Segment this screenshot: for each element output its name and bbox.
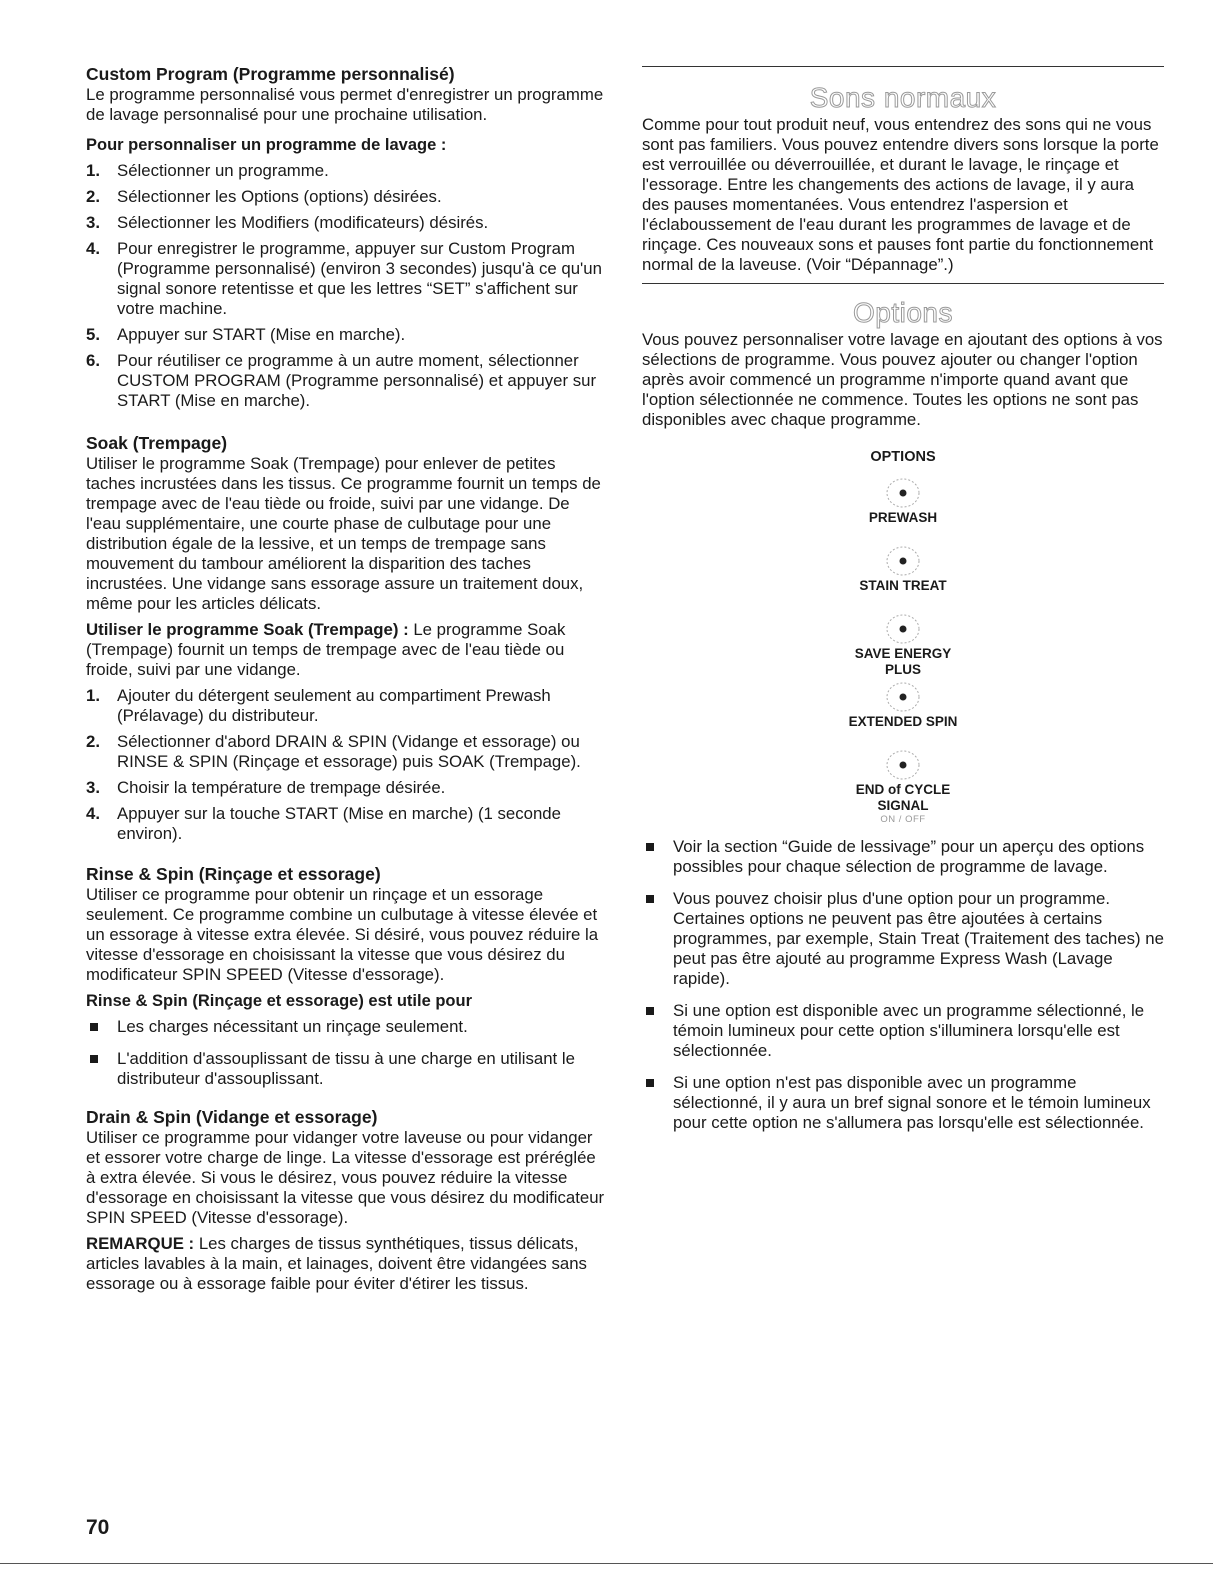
- option-end-of-cycle-signal[interactable]: [803, 748, 1003, 825]
- list-item: L'addition d'assouplissant de tissu à une charge en utilisant le distributeur d'assouplissant.: [86, 1049, 608, 1089]
- section-rule: [642, 283, 1164, 284]
- step-item: 1. Ajouter du détergent seulement au compartiment Prewash (Prélavage) du distributeur.: [86, 686, 551, 725]
- right-column: [642, 0, 1164, 1133]
- option-button-icon: [883, 544, 923, 578]
- option-save-energy[interactable]: [803, 612, 1003, 678]
- option-button-icon: [883, 476, 923, 510]
- sounds-text: Comme pour tout produit neuf, vous entendrez des sons qui ne vous sont pas familiers. Vous pouvez entendre divers sons lorsque la porte est verrouillée ou déverrouillée, et durant le lavage, le rinçage et l'essorage. Entre les changements des actions de lavage, il y aura des pauses momentanées. Vous entendrez l'aspersion et l'éclaboussement de l'eau durant les programmes de lavage et de rinçage. Ces nouveaux sons et pauses font partie du fonctionnement normal de la laveuse. (Voir “Dépannage”.): [642, 115, 1159, 274]
- option-extended-spin[interactable]: [803, 680, 1003, 730]
- custom-program-heading: Custom Program (Programme personnalisé): [86, 64, 455, 84]
- soak-use-bold: Utiliser le programme Soak (Trempage) :: [86, 620, 409, 639]
- option-label: SAVE ENERGY: [854, 646, 952, 661]
- option-button-icon: [883, 680, 923, 714]
- option-label: STAIN TREAT: [859, 578, 947, 593]
- bullet-square: [646, 843, 654, 851]
- soak-heading: Soak (Trempage): [86, 433, 228, 453]
- step-item: 2. Sélectionner d'abord DRAIN & SPIN (Vidange et essorage) ou RINSE & SPIN (Rinçage et essorage) puis SOAK (Trempage).: [86, 732, 581, 771]
- option-button-icon: [883, 612, 923, 646]
- bullet-square: [646, 895, 654, 903]
- custom-program-intro: Le programme personnalisé vous permet d'enregistrer un programme de lavage personnalisé pour une prochaine utilisation.: [86, 85, 604, 124]
- step-item: 3. Sélectionner les Modifiers (modificateurs) désirés.: [86, 213, 489, 232]
- option-stain-treat[interactable]: [803, 544, 1003, 594]
- soak-use-paragraph: [86, 620, 608, 680]
- step-item: 4. Pour enregistrer le programme, appuyer sur Custom Program (Programme personnalisé) (environ 3 secondes) jusqu'à ce qu'un signal sonore retentisse et que les lettres “SET” s'affichent sur votre machine.: [86, 239, 602, 318]
- section-rule: [642, 66, 1164, 67]
- rinse-spin-intro: Utiliser ce programme pour obtenir un rinçage et un essorage seulement. Ce programme combine un culbutage à vitesse élevée et un essorage à vitesse extra élevée. Si désiré, vous pouvez réduire la vitesse d'essorage en choisissant la vitesse que vous désirez du modificateur SPIN SPEED (Vitesse d'essorage).: [86, 885, 599, 984]
- note-bold: REMARQUE :: [86, 1234, 195, 1253]
- bullet-square: [646, 1079, 654, 1087]
- soak-steps: [86, 686, 608, 844]
- rinse-spin-heading: Rinse & Spin (Rinçage et essorage): [86, 864, 381, 884]
- options-title: Options: [853, 297, 953, 328]
- options-text: Vous pouvez personnaliser votre lavage en ajoutant des options à vos sélections de programme. Vous pouvez ajouter ou changer l'option après avoir commencé un programme n'importe quand avant que l'option sélectionnée ne commence. Toutes les options ne sont pas disponibles avec chaque programme.: [642, 330, 1163, 429]
- rinse-spin-subheading: Rinse & Spin (Rinçage et essorage) est utile pour: [86, 992, 473, 1010]
- option-label: PREWASH: [868, 510, 938, 525]
- drain-spin-intro: Utiliser ce programme pour vidanger votre laveuse ou pour vidanger et essorer votre charge de linge. La vitesse d'essorage est préréglée à extra élevée. Si vous le désirez, vous pouvez réduire la vitesse d'essorage en choisissant la vitesse que vous désirez du modificateur SPIN SPEED (Vitesse d'essorage).: [86, 1128, 605, 1227]
- list-item: Voir la section “Guide de lessivage” pour un aperçu des options possibles pour chaque sélection de programme de lavage.: [642, 837, 1164, 877]
- custom-program-subheading: Pour personnaliser un programme de lavage :: [86, 136, 447, 154]
- option-label-line2: SIGNAL: [877, 798, 929, 813]
- rinse-spin-bullets: [86, 1017, 608, 1089]
- soak-intro: Utiliser le programme Soak (Trempage) pour enlever de petites taches incrustées dans les tissus. Ce programme fournit un temps de trempage avec de l'eau tiède ou froide, suivi par une vidange. De l'eau supplémentaire, une courte phase de culbutage pour une distribution égale de la lessive, et un temps de trempage sans mouvement du tambour améliorent la disparition des taches incrustées. Une vidange sans essorage assure un traitement doux, même pour les articles délicats.: [86, 454, 601, 613]
- options-panel: [803, 448, 1003, 825]
- option-label: END of CYCLE: [855, 782, 951, 797]
- list-item: Si une option n'est pas disponible avec un programme sélectionné, il y aura un bref signal sonore et le témoin lumineux pour cette option ne s'allumera pas lorsqu'elle est sélectionnée.: [642, 1073, 1164, 1133]
- left-column: [86, 0, 608, 1294]
- option-button-icon: [883, 748, 923, 782]
- bullet-square: [646, 1007, 654, 1015]
- soak-use-text: Le programme Soak (Trempage) fournit un temps de trempage avec de l'eau tiède ou froide, suivi par une vidange.: [86, 620, 566, 679]
- step-item: 3. Choisir la température de trempage désirée.: [86, 778, 446, 797]
- list-item: Les charges nécessitant un rinçage seulement.: [86, 1017, 608, 1037]
- bottom-rule: [0, 1563, 1213, 1564]
- list-item: Si une option est disponible avec un programme sélectionné, le témoin lumineux pour cette option s'illuminera lorsqu'elle est sélectionnée.: [642, 1001, 1164, 1061]
- drain-spin-heading: Drain & Spin (Vidange et essorage): [86, 1107, 378, 1127]
- option-prewash[interactable]: [803, 476, 1003, 526]
- note-text: Les charges de tissus synthétiques, tissus délicats, articles lavables à la main, et lainages, doivent être vidangées sans essorage ou à essorage faible pour éviter d'étirer les tissus.: [86, 1234, 587, 1293]
- custom-program-steps: [86, 161, 608, 411]
- option-label: EXTENDED SPIN: [848, 714, 958, 729]
- options-bullets: [642, 837, 1164, 1133]
- drain-spin-note: [86, 1234, 608, 1294]
- step-item: 6. Pour réutiliser ce programme à un autre moment, sélectionner CUSTOM PROGRAM (Programme personnalisé) et appuyer sur START (Mise en marche).: [86, 351, 597, 410]
- step-item: 5. Appuyer sur START (Mise en marche).: [86, 325, 406, 344]
- bullet-square: [90, 1023, 98, 1031]
- page-number: 70: [86, 1516, 110, 1539]
- sounds-title: Sons normaux: [809, 82, 997, 113]
- step-item: 2. Sélectionner les Options (options) désirées.: [86, 187, 442, 206]
- step-item: 1. Sélectionner un programme.: [86, 161, 329, 180]
- bullet-square: [90, 1055, 98, 1063]
- list-item: Vous pouvez choisir plus d'une option pour un programme. Certaines options ne peuvent pas être ajoutées à certains programmes, par exemple, Stain Treat (Traitement des taches) ne peut pas être ajouté au programme Express Wash (Lavage rapide).: [642, 889, 1164, 989]
- step-item: 4. Appuyer sur la touche START (Mise en marche) (1 seconde environ).: [86, 804, 561, 843]
- option-label-line2: PLUS: [884, 662, 921, 677]
- option-sub-label: ON / OFF: [880, 814, 926, 825]
- options-panel-title: OPTIONS: [870, 449, 936, 465]
